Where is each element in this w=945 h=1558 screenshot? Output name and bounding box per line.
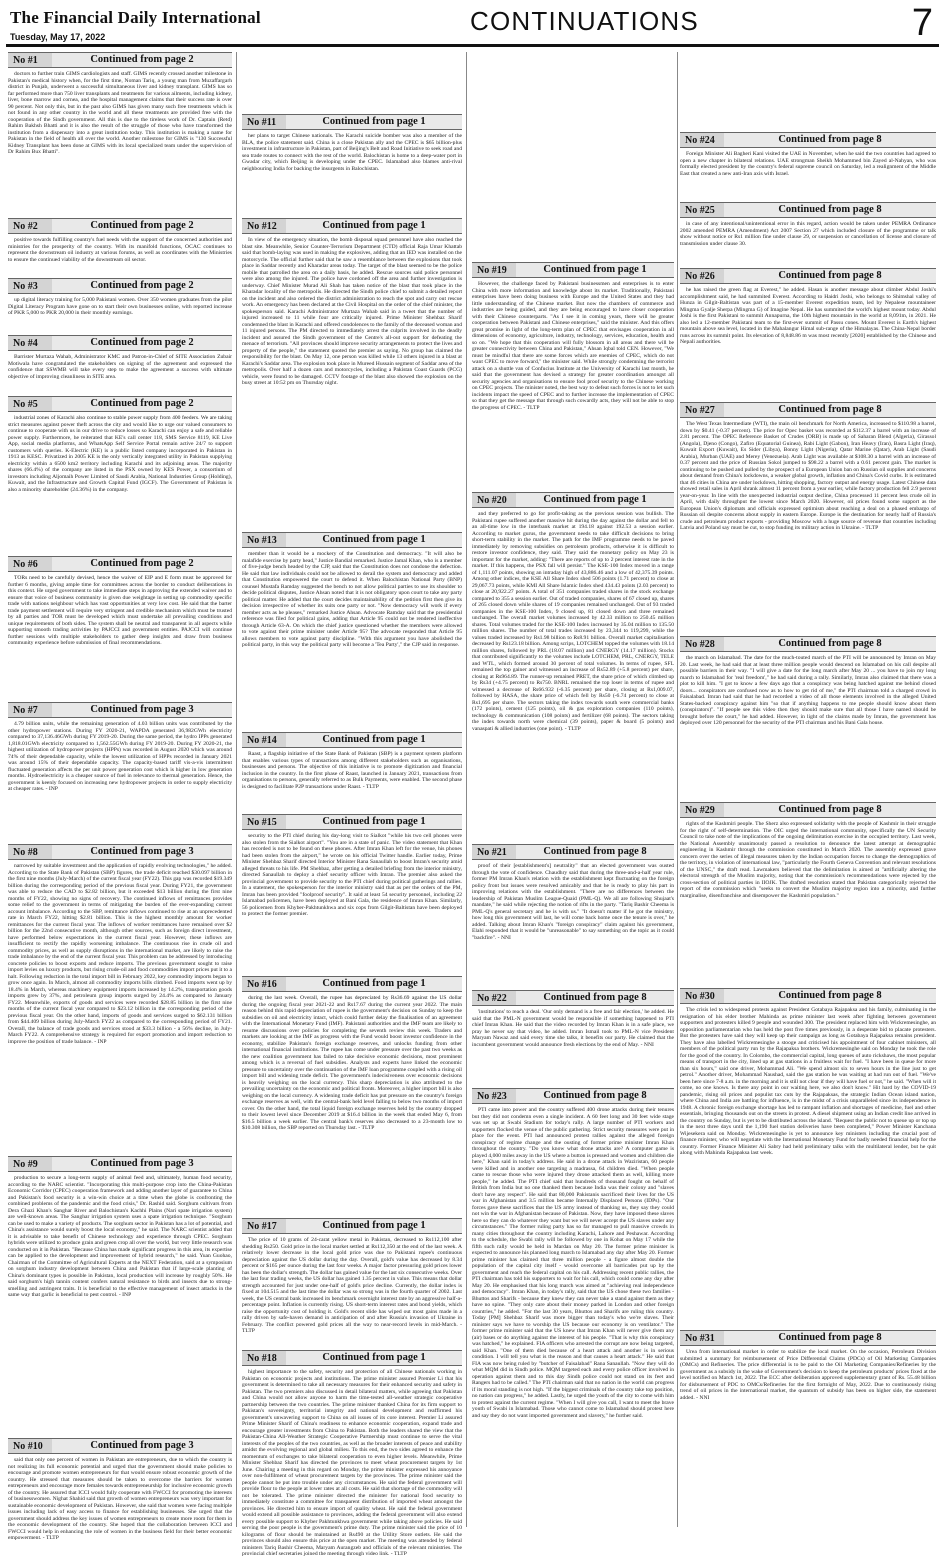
column-1	[8, 52, 233, 1541]
story-number: No #31	[680, 1331, 724, 1345]
story-header	[8, 556, 232, 572]
story-header	[8, 1438, 232, 1454]
story	[8, 396, 232, 553]
story-headline: Continued from page 3	[90, 704, 194, 715]
story-body	[8, 415, 232, 493]
story	[242, 1218, 462, 1346]
story-body	[8, 863, 232, 1045]
story-header	[242, 532, 462, 548]
story-number: No #16	[242, 977, 286, 991]
story-body	[8, 721, 232, 793]
story-headline: Continued from page 2	[90, 398, 194, 409]
story	[680, 402, 936, 634]
story	[242, 976, 462, 1216]
story-headline: Continued from page 3	[90, 846, 194, 857]
story-number: No #2	[8, 219, 52, 233]
story-header	[8, 278, 232, 294]
story-headline: Continued from page 1	[322, 534, 426, 545]
story-body	[8, 71, 232, 156]
story-headline: Continued from page 1	[322, 816, 426, 827]
newspaper-brand: The Financial Daily International	[10, 8, 261, 27]
story-number: No #1	[8, 53, 52, 67]
story-number: No #30	[680, 989, 724, 1003]
story-number: No #23	[472, 1089, 516, 1103]
story	[680, 132, 936, 200]
story-number: No #26	[680, 269, 724, 283]
story-number: No #6	[8, 557, 52, 571]
story-headline: Continued from page 1	[322, 220, 426, 231]
story-body	[472, 1107, 674, 1419]
story-text: TORs need to be carefully devised, hence the waiver of EIP and E form must be approved for further 6 months, giving ample time for committees across the border to conduct deliberations in this context. He urged government to take immediate steps in approving the extended waiver and to ensure that voice of business community is given due weightage in setting up commodity specific trade with nations neighbour which has vast opportunities at very low cost. He said that the barter trade payment settlement will require very stringent and credible mechanism which must be trusted by all parties and TOR must be developed which must undertake all prevailing conditions and unique requirements of both sides. The system shall be neutral and transparent in all aspects while supporting smooth trading activities by PAJCCI and government entities. PAJCCI will continue further sessions with multiple stakeholders to gather deep insights and draw from business community experience before submission of final recommendations.	[8, 575, 232, 646]
story	[680, 636, 936, 800]
story-headline: Continued from page 2	[90, 558, 194, 569]
story-headline: Continued from page 1	[322, 978, 426, 989]
story-headline: Continued from page 8	[778, 134, 882, 145]
story-number: No #17	[242, 1219, 286, 1233]
story	[242, 814, 462, 972]
column-divider	[466, 52, 467, 1527]
story	[8, 278, 232, 332]
story-text: In view of the emergency situation, the bomb disposal squad personnel have also reached the blast site. Meanwhile, Senior Counter-Terrorism Department (CTD) official Raja Umar Khattab said that bomb-laying was used in making the explosives, adding that an IED was installed on the motorcycle. The official further said that he saw a resemblance between the explosions that took place in Saddar recently and Kharadar areas today. The target of the blast seemed to be the police mobile that patrolled the area on a daily basis, he added. Rescue sources said police personnel were also among the injured. The police have cordoned off the area and further investigation is underway. Chief Minister Murad Ali Shah has taken notice of the blast that took place in the Kharadar locality of the metropolis. He directed the Sindh police chief to submit a detailed report on the incident and also ordered the district administration to reach the spot and carry out rescue work. An emergency has been declared at the Civil Hospital on the order of the chief minister, the spokesperson said. Karachi Administrator Murtaza Wahab said in a tweet that the number of injured increased to 11 while four are critically injured. Prime Minister Shehbaz Sharif condemned the blast in Karachi and offered condolences to the family of the deceased woman and 11 injured persons. The PM directed to immediately arrest the culprits involved in the deadly incident and assured the Sindh government of the Centre's all-out support for defeating the menace of terrorism. "All provinces should improve security arrangements to protect the lives and property of the people," the statement quoted the premier as saying. No group has claimed the responsibility for the blast. On May 12, one person was killed while 13 others injured in a blast at Karachi's Saddar area. The explosion took place in Mureed Hussain segment of Saddar area of the metropolis. Over half a dozen cars and motorcycles, including a Pakistan Coast Guards (PCG) vehicle, were found to be damaged. CCTV footage of the blast also showed the explosion on the busy street at 10:52 pm on Thursday night.	[242, 237, 462, 386]
story-number: No #28	[680, 637, 724, 651]
story-header	[472, 990, 674, 1006]
story	[680, 268, 936, 400]
story-text: The price of 10 grams of 24-carat yellow metal in Pakistan, decreased to Rs112,100 after shedding Rs250. Gold price in the local market settled at Rs112,350 at the end of the last week. A relatively lower decrease in the local gold price was due to Pakistani rupee's continuous depreciation against the US dollar during the day. Overall, gold's value has decreased by 8.34 percent or $165 per ounce during the last four weeks. A major factor pressuring gold prices lower has been the dollar's strength. The dollar has gained value for the last six consecutive weeks. Over the last four trading weeks, the US dollar has gained 1.35 percent in value. This means that dollar strength accounted for just under one-half of gold's price decline. Currently, the dollar index is fixed at 104.515 and the last time the dollar was so strong was in the fourth quarter of 2002. Last week, the US central bank increased its benchmark overnight interest rate by an aggressive half-a-percentage point. Inflation is currently rising. US short-term interest rates and bond yields, which raise the opportunity cost of holding it. Gold's recent slide has wiped out most gains made in a rally driven by safe-haven demand in anticipation of and after Russia's invasion of Ukraine in February. The conflict powered gold prices all the way to near-record levels in mid-March. - TLTP	[242, 1237, 462, 1334]
story-text: rights of the Kashmiri people. The Sherz also expressed solidarity with the people of Kashmir in their struggle for the right of self-determination. The OIC urged the international community, specifically the UN Security Council to take note of the implications of the ongoing delimitation exercise in the occupied territory. Last week, the National Assembly unanimously passed a resolution to denounce the latest attempt at demographic engineering in Kashmir through the commission constituted in March 2020. The assembly expressed grave concern over the series of illegal measures taken by the Indian occupation forces to change the demographics of the territory, in violation of international law, "particularly the Fourth Geneva Convention and relevant resolutions of the UNSC," the draft read. Lawmakers believed that the delimitation is aimed at "artificially altering the electoral strength of the Muslim majority, noting that the commission's recommendations were rejected by the cross-section of political parties in IIOJK. The drafted resolution stated that Pakistan categorically rejected the report of the commission which "seeks to convert the Muslim majority region into a minority, and further marginalise, disenfranchise and disempower the Kashmiri population."	[680, 821, 936, 899]
story-headline: Continued from page 2	[90, 220, 194, 231]
story-text: narrowed by suitable investment and the application of rapidly evolving technologies," he added. According to the State Bank of Pakistan (SBP) figures, the trade deficit reached $30.097 billion in the first nine months (July-March) of the current fiscal year (FY22). This gap was recorded $19.349 billion during the corresponding period of the previous fiscal year. During FY21, the government was able to reduce the CAD to $2.82 billion, but it exceeded $13 billion during the first nine months of FY22, showing no signs of recovery. The continued inflows of remittances provides some relief to the government in terms of mitigating the burden of the ever-expanding current account imbalance. According to the SBP, remittance inflows continued to rise at an unprecedented rate in March FY22, hitting $2.81 billion. This is the highest monthly amount for worker remittances for the current fiscal year. The inflows of worker remittances have remained over $2 billion for the 22nd consecutive month, although other sources, such as foreign direct investment, have performed below expectations in the current fiscal year. However, these inflows are insufficient to rectify the rapidly worsening imbalance. The continuous rise in crude oil and commodity prices, as well as supply disruptions in the international market, are likely to raise the trade imbalance by the end of the current fiscal year. This problem can be addressed by introducing concrete policies to boost exports and reduce imports. The previous government sought to raise import levies on luxury products, but rising crude-oil and food commodities import prices put it to a halt. Following reduction in the total import bill in February 2022, key commodity imports began to grow once again. In March, almost all commodity imports bills climbed. Food imports went up by 18.4% in March, whereas machinery equipment imports increased by 14.2%, transportation goods imports grew by 37%, and petroleum group imports surged by 24.4% as compared to January FY22. Meanwhile, exports of goods and services were recorded $28.85 billion in the first nine months of the current fiscal year compared to $23.12 billion in the corresponding period of the previous fiscal year. On the other hand, imports of goods and services surged to $62.131 billion from $44.409 billion during July-March FY22 as compared to the corresponding period of FY21. Overall, the balance of trade goods and services stood at $33.3 billion - a 56% decline, in July-March FY22. A comprehensive strategy is required for export promotion and import reduction to improve the position of trade balance. - INP	[8, 863, 232, 1045]
story-headline: Continued from page 3	[90, 1158, 194, 1169]
story-number: No #15	[242, 815, 286, 829]
story-text: he has raised the green flag at Everest," he added. Hasan is another message about climber Abdul Joshi's accomplishment said, he had summited Everest. According to Haidri Joshi, who belongs to Shimshal valley of Hunza in Gilgit-Baltistan was part of a 15-member Everest expedition team, led by Nepalese mountaineer Mingma Gyalje Sherpa (Mingma G) of Imagine Nepal. He has summited the world's highest mount today. Abdul Joshi is the first Pakistani to summit Annapurna, the 10th highest mountain in the world at 8,091m, in 2021. He also led a 12-member Pakistani team to the first-ever summit of Passu cones. Mount Everest is Earth's highest mountain above sea level, located in the Mahalangur Himal sub-range of the Himalayas. The China-Nepal border runs across its summit point. Its elevation of 8,848.86 m was most recently [2020] established by the Chinese and Nepali authorities.	[680, 287, 936, 345]
story-headline: Continued from page 8	[778, 804, 882, 815]
column-2	[242, 52, 462, 1557]
story-text: The West Texas Intermediate (WTI), the main oil benchmark for North America, increased to $110.98 a barrel, down by $0.41 (-0.37 percent). The price for Opec basket was recorded at $112.37 a barrel with an increase of 2.81 percent. The OPEC Reference Basket of Crudes (ORB) is made up of Saharan Blend (Algeria), Girassol (Angola), Djeno (Congo), Zafiro (Equatorial Guinea), Rabi Light (Gabon), Iran Heavy (Iran), Basra Light (Iraq), Kuwait Export (Kuwait), Es Sider (Libya), Bonny Light (Nigeria), Qatar Marine (Qatar), Arab Light (Saudi Arabia), Murban (UAE) and Merey (Venezuela). Arab Light was available at $108.30 a barrel with an increase of 0.37 percent and the price of Russian Sokol jumped to $98.22 a barrel with a 0.61 percent gain. The market is continuing to be pushed and pulled by the prospect of a European Union ban on Russian oil supplies and concerns about demand from China's lockdowns, a weaker global growth, inflation and China's Covid curbs. It is estimated that 46 cities in China are under lockdown, hitting shopping, factory output and energy usage. Latest Chinese data showed retail sales in April shrank almost 11 percent from a year earlier, while factory production fell 2.9 percent year-on-year. In line with the unexpected industrial output decline, China processed 11 percent less crude oil in April, with daily throughput the lowest since March 2020. However, oil prices found some support as the European Union's diplomats and officials expressed optimism about reaching a deal on a phased embargo of Russian oil despite concerns about supply in eastern Europe. Europe is the destination for nearly half of Russia's crude and petroleum product exports - providing Moscow with a huge source of revenue that countries including Latvia and Poland say must be cut, to stop funding its military action in Ukraine. - TLTP	[680, 421, 936, 531]
story-header	[242, 114, 462, 130]
story-number: No #14	[242, 733, 286, 747]
story-header	[472, 492, 674, 508]
story-headline: Continued from page 8	[543, 846, 647, 857]
story-headline: Continued from page 1	[322, 734, 426, 745]
story	[472, 262, 674, 490]
story-text: up digital literacy training for 5,000 Pakistani women. Over 350 women graduates from the pilot Digital Literacy Program have gone on to start their own businesses online, with reported increase of PKR 5,000 to PKR 20,000 in their monthly earnings.	[8, 297, 232, 316]
story	[8, 218, 232, 275]
story-headline: Continued from page 8	[778, 1332, 882, 1343]
story-number: No #12	[242, 219, 286, 233]
story	[8, 844, 232, 1152]
story-header	[680, 1330, 936, 1346]
story-headline: Continued from page 8	[543, 992, 647, 1003]
story-text: The crisis led to widespread protests against President Gotabaya Rajapaksa and his family, culminating in the resignation of his elder brother Mahinda as prime minister last week after fighting between government supporters and protesters killed 9 people and wounded 300. The president replaced him with Wickremesinghe, an opposition parliamentarian who has held the post five times previously, in a desperate bid to placate protesters. But the protesters have said they will keep up their campaign as long as Gotabaya Rajapaksa remains president. They have also labelled Wickremesinghe a stooge and criticised his appointment of four cabinet ministers, all members of the political party run by the Rajapaksa brothers. Wickremesinghe said on Monday he took the role for the good of the country. In Colombo, the commercial capital, long queues of auto rickshaws, the most popular means of transport in the city, lined up at gas stations in a fruitless wait for fuel. "I have been in queue for more than six hours," said one driver, Mohammad Ali. "We spend almost six to seven hours in the line just to get petrol." Another driver, Mohammad Naushad, said the gas station he was waiting at had run out of fuel. "We've been here since 7-8 a.m. in the morning and it is still not clear if they will have fuel or not," he said. "When will it come, no one knows. Is there any point in our waiting here, we also don't know." Hit hard by the COVID-19 pandemic, rising oil prices and populist tax cuts by the Rajapaksas, the strategic Indian Ocean island nation, where China and India are battling for influence, is in the midst of a crisis unparalleled since its independence in 1948. A chronic foreign exchange shortage has led to rampant inflation and shortages of medicine, fuel and other essentials, bringing thousands out on the streets in protest. A diesel shipment using an Indian credit line arrived in the country on Sunday, but is yet to be distributed across the island. "Request the public not to queue up or top up in the next three days until the 1,190 fuel station deliveries have been completed," Power Minister Kanchana Wijesekera said on Monday. Wickremesinghe is yet to announce key ministers including the crucial post of finance minister, who will negotiate with the International Monetary Fund for badly needed financial help for the country. Former Finance Minister Ali Sabry had held preliminary talks with the multilateral lender, but he quit along with Mahinda Rajapaksa last week.	[680, 1007, 936, 1156]
story	[242, 1350, 462, 1557]
story-text: Urea from international market in order to stabilize the local market. On the occasion, Petroleum Division submitted a summary for reimbursement of Price Differential Claims (PDCs) of Oil Marketing Companies (OMCs) and Refineries. The price differential is to be paid to the Oil Marketing Companies/Refineries by the government as a subsidy in the wake of Government's decision to keep the petroleum products' prices fixed at the level notified on March 1st, 2022. The ECC after deliberation approved supplementary grant of Rs. 55.48 billion for disbursement of PDC to OMCs/Refineries for the first fortnight of May, 2022. Due to continuously rising trend of oil prices in the international market, the quantum of subsidy has been on higher side, the statement added. - NNI	[680, 1349, 936, 1401]
story-header	[242, 814, 462, 830]
story-text: in case of any intentional/unintentional error in this regard, action would be taken under PEMRA Ordinance 2002 amended PEMRA (Amendment) Act 2007 Section 27 which included closure of the programme or talk show without notice or Rs1 million fine under clause 29, or suspension or cancellation of license and closure of transmission under clause 30.	[680, 221, 936, 247]
story-headline: Continued from page 3	[90, 1440, 194, 1451]
story-header	[472, 1088, 674, 1104]
story-text: security to the PTI chief during his day-long visit to Sialkot "while his two cell phones were also stolen from the Sialkot airport". "You are in a state of panic. The video statement that Khan has recorded is not to be found on these phones. After Imran Khan left for the venue, his phones had been stolen from the airport," he wrote on his official Twitter handle. Earlier today, Prime Minister Shehbaz Sharif directed Interior Minister Rana Sanaullah to boost Imran's security amid alleged threats to his life. PM Shehbaz, after getting a detailed briefing from the interior ministry, directed Sanaullah to deploy a chief security officer with Imran. The premier also asked the provincial government to provide security to the PTI chief during political gatherings and rallies. In a statement, the spokesperson for the interior ministry said that as per the orders of the PM, Imran has been provided "foolproof security". It said at least 54 security personnel, including 22 Islamabad policemen, have been deployed at Bani Gala, the residence of Imran Khan. Similarly, 56 policemen from Khyber-Pakhtunkhwa and six cops from Gilgit-Baltistan have been deployed to protect the former premier.	[242, 833, 462, 917]
story-body	[242, 833, 462, 918]
story-header	[242, 1218, 462, 1234]
story	[472, 492, 674, 840]
story-headline: Continued from page 8	[778, 638, 882, 649]
story-number: No #19	[472, 263, 516, 277]
publication-date: Tuesday, May 17, 2022	[10, 32, 106, 42]
story-header	[680, 202, 936, 218]
story-text: proof of their [establishment's] neutrality" that an elected government was ousted through the vote of confidence. Chaudhry said that during the three-and-a-half year rule, former PM Imran Khan's relation with the establishment kept fluctuating on the foreign policy front but issues were resolved amicably and that he is ready to play his part in improving relations with the establishment. "There are no differences between the leadership of Pakistan Muslim League-Quaid (PML-Q). We all are following Shujaat's mandate," he said while rejecting the notion of rifts in the party. "Tariq Bashir Cheema is PML-Q's general secretary and he is with us." "It doesn't matter if he got the ministry, how long this government will last, he will come back home once the tenure is over," he added. Talking about Imran Khan's "foreign conspiracy" claim against his government, Elahi responded that it would be "unreasonable" to say something on the topic as it could "backfire". - NNI	[472, 863, 674, 941]
story-text: production to secure a long-term supply of animal feed and, ultimately, human food security, according to the NARC scientist. "Incorporating this multi-purpose crop into the China-Pakistan Economic Corridor (CPEC) cooperation framework and adding another layer of guarantee to China and Pakistan's food security is a win-win choice at a time when the globe is confronting the combined problems of the pandemic and the food crisis," Dr. Rashid said. Sorghum cultivars from Dera Ghazi Khan's Sanghar River and Balochistan's Kachhi Plains (Nari spate irrigation system) are well-known areas. The Sanghar irrigation system uses a spate irrigation technique. "Sorghum can be used to make a variety of products. The sorghum sector in Pakistan has a lot of potential, and China's assistance would surely boost the local economy," he said. The NARC scientist added that it is advisable to take benefit of Chinese technology and experience through CPEC. Sorghum hybrids were utilized to produce grain and green crop all over the world, but very little research was conducted on it in Pakistan. "Because China has made significant progress in this area, its expertise can be applied to the development and improvement of hybrid research," he said. Yuan Guohao, Chairman of the Committee of Agricultural Experts at the NEXT Federation, said at a symposium on sorghum industry development between China and Pakistan that if large-scale planting of China's dominant types is possible in Pakistan, local production will increase by roughly 50%. He said sorghum's high tannin content confers natural resistance to birds and insects due to strong-smelling and astringent traits. It is beneficial to the effective management of insect attacks in the same way that garlic is beneficial to pest control. - INP	[8, 1175, 232, 1298]
story-headline: Continued from page 2	[90, 337, 194, 348]
story-headline: Continued from page 2	[90, 280, 194, 291]
story	[8, 52, 232, 214]
story-header	[242, 1350, 462, 1366]
story-number: No #4	[8, 336, 52, 350]
story-header	[8, 1156, 232, 1172]
story-number: No #10	[8, 1439, 52, 1453]
story-number: No #24	[680, 133, 724, 147]
story-body	[8, 237, 232, 263]
story-header	[472, 262, 674, 278]
story-header	[242, 732, 462, 748]
story-body	[680, 287, 936, 346]
masthead	[0, 0, 945, 50]
story-text: PTI came into power and the country suffered 400 drone attacks during their tenures but they did not condemn even a single incident. A 60 feet long and 30 feet wide stage was set up at Swabi Stadium for today's rally. A large number of PTI workers and supporters flocked the venue of the public gathering. Strict security measures were put in place for the event. PTI had announced protest rallies against the alleged foreign conspiracy of regime change and the ousting of former prime minister Imran Khan throughout the country. "Do you know what drone attacks are? A computer game is played 4,000 miles away in the US where a button is pressed and women and children die here," Khan said in today's address. He said in a drone attack in Waziristan, 60 people were killed and in another one targeting a madrassa, 64 children died. "When people came to rescue those who were injured they drone attacked them as well, killing more people," he added. The PTI chief said that hundreds of thousand fought on behalf of British from India but no one thanked them because India was their colony and "slaves don't have any respect". He said that 80,000 Pakistanis sacrificed their lives for the US war in Afghanistan and 3.5 million became Internally Displaced Persons (IDPs). "Our forces gave these sacrifices that the US army instead of thanking us, they say they could not win the war in Afghanistan because of Pakistan. Now, they have imposed these slaves here so they can do whatever they want but we will never accept the US slaves under any circumstances." The former ruling party has so far managed to pull massive crowds in many cities throughout the country including Karachi, Lahore and Peshawar. According to the schedule, the Swabi rally will be followed by one in Kohat on May 17 while the fifth such rally would be held in Mardan on May 20. The former prime minister is expected to announce his planned long march to Islamabad any day after May 20. Former prime minister has claimed that three million people - a figure almost double the population of the capital city itself - would overcome all barricades put up by the government and reach the federal capital on his call. Addressing recent public rallies, the PTI chairman has told his supporters to wait for his call, which could come any day after May 20. He emphasised that his long march was aimed at "achieving real independence and democracy". Imran Khan, in today's rally, said that the US chose these two families - Bhuttos and Sharifs - because they knew they can never take a stand against them as they have no spine. "They only care about their money parked in London and other foreign countries," he added. "For the last 30 years, Bhuttos and Sharifs are ruling this country. Today [PM] Shehbaz Sharif was more bigger than today's who we're slaves. Their minister says we have to worship the US because our economy is on ventilator." The former prime minister said that the US knew that Imran Khan will never give them any (air) bases or do anything against the interest of his people. "That is why this conspiracy was hatched," he explained. FIA officers who arrested the corrupt are now being targeted, said Khan. "One of them died because of a heart attack and another is in serious condition. I will tell you what is the reason and that causes a heart attack." He said that FIA was now being ruled by "butcher of Faisalabad" Rana Sanaullah. "Now they will do what MQM did in Sindh police. MQM targeted each and every police officer involved in operation against them and to this day Sindh police could not stand on its feet and Rangers had to be called." The PTI chairman said that no nation in the world can progress if its moral standing is not high. "If the biggest criminals of the country take top position, no nation can progress," he added. Lastly, he urged the youth of the city to come with him to protest against the current regime. "When I will give you call, I want to meet the brave youth of Swabi in Islamabad. Those who cannot come to Islamabad should protest here and say they do not want imported government and slavery," he further said.	[472, 1107, 674, 1419]
story-headline: Continued from page 1	[543, 264, 647, 275]
story-header	[8, 52, 232, 68]
column-divider	[677, 52, 678, 1527]
story-body	[680, 1007, 936, 1157]
story-headline: Continued from page 8	[778, 270, 882, 281]
masthead-rule	[6, 44, 939, 47]
story-number: No #3	[8, 279, 52, 293]
story	[242, 218, 462, 578]
story-text: 4.79 billion units, while the remaining generation of 4.03 billion units was contributed by the other hydropower stations. During FY 2020-21, WAPDA generated 36,982GWh electricity compared to 37,136.46GWh during FY 2019-20. During the same period, the hydro IPPs generated 1,818.01GWh electricity compared to 1,562.55GWh during FY 2019-20. During FY 2020-21, the highest utilization of hydropower projects (HPPs) was recorded in August 2020 which was around 74% of their dependable capacity, while the lowest utilization of HPPs recorded in January 2021 was around 15% of their dependable capacity. The capacity-based tariff vis-a-vis intermittent fluctuated generation affects the per unit power generation cost which is higher in low generation months. Hydroelectricity is a cheaper source of fuel in relevance to thermal generation. Hence, the government is keenly focused on increasing new hydropower projects in order to supply electricity at cheaper rates. - INP	[8, 721, 232, 792]
story-body	[242, 1369, 462, 1558]
story-number: No #25	[680, 203, 724, 217]
story-body	[472, 281, 674, 411]
story-text: industrial zones of Karachi also continue to stable power supply from 400 feeders. We are taking strict measures against power theft across the city and would like to urge our valued consumers to continue to cooperate with us in our drive to reduce losses so Karachi can enjoy a safe and reliable power supply. Furthermore, he reiterated that KE's call center 118, SMS Service 8119, KE Live App, social media platforms, and WhatsApp Self Service Portal remain active 24/7 to support customers with queries. K-Electric (KE) is a public listed company incorporated in Pakistan in 1913 as KESC. Privatized in 2005 KE is the only vertically integrated utility in Pakistan supplying electricity within a 6500 km2 territory including Karachi and its adjoining areas. The majority shares (66.4%) of the company are listed in the PSX owned by KES Power, a consortium of investors including Aljomaih Power Limited of Saudi Arabia, National Industries Group (Holding), Kuwait, and the Infrastructure and Growth Capital Fund (IGCF). The Government of Pakistan is also a minority shareholder (24.36%) in the company.	[8, 415, 232, 493]
story-text: Raast, a flagship initiative of the State Bank of Pakistan (SBP) is a payment system platform that enables various types of transactions among different stakeholders such as organisations, businesses and persons. The objective of this initiative is to promote digitization and financial inclusion in the country. In the first phase of Raast, launched in January 2021, transactions from organisations to persons, generally referred to as Bulk Payments, were enabled. The second phase is designed to facilitate P2P transactions under Raast. - TLTP	[242, 751, 462, 790]
story-text: Barrister Murtaza Wahab, Administrator KMC and Patron-in-Chief of SITE Association Zubair Motiwala have congratulated the stakeholders on signing of the agreement and expressed the confidence that SSWMB will take every step to make the agreement a success with ultimate objective of improving cleanliness in SITE area.	[8, 354, 232, 380]
story-text: However, the challenge faced by Pakistani businessmen and enterprises is to enter China with more information and knowledge about its market. Traditionally, Pakistani enterprises have been doing business with Europe and the United States and they had little understanding of the Chinese market. But now the chambers of commerce and industries are being guided, and they are being encouraged to have closer cooperation with their Chinese counterparts. "As I see it in coming years, there will be greater cooperation between Pakistani and Chinese enterprises," said the minister. And this offers great promise in light of the long-term plan of CPEC that envisages cooperation in all dimensions of economy, agriculture, industry, technology, services, education, health and so on. "We hope that this cooperation will fully blossom in all areas and there will be greater connectivity between China and Pakistan," Ahsan Iqbal told CEN. However, "We must be mindful that there are some forces which are enemies of CPEC, which do not want CPEC to move forward," the minister said. While strongly condemning the terrorist attack on a shuttle van of Confucius Institute at the University of Karachi last month, he said that the government has devised a strategy for greater coordination amongst all security agencies and organisations to ensure fool proof security to the Chinese working on CPEC projects. The minister noted, the best way to defeat such forces is not to let such incidents impact the speed of CPEC and to further increase the implementation of CPEC so that they get the message that through such cowardly acts, they will not be able to stop the progress of CPEC. - TLTP	[472, 281, 674, 411]
story	[8, 1438, 232, 1541]
page-number: 7	[911, 2, 933, 44]
story-body	[242, 551, 462, 649]
story-header	[680, 636, 936, 652]
column-3	[472, 52, 674, 1527]
story-number: No #18	[242, 1351, 286, 1365]
story	[8, 1156, 232, 1434]
story-text: member than it would be a mockery of the Constitution and democracy. "It will also be malafide exercise by party head," Justice Bandial remarked. Justice Jamal Khan, who is a member of five-judge bench headed by the CJP, said that the Constitution does not condone the defection. He said that law individuals could not be allowed to derail the system and democracy and added that Constitution empowered the court to defend it. When Balochistan National Party (BNP) counsel Mustafa Ramday suggested the bench to not allow political parties to use its shoulder to decide political disputes, Justice Ahsan noted that it is not obligatory upon court to take any party political matter. He added that the court decides maintainability of the petition first then give its decision irrespective of whether its suits one party or not. "Now democracy will work if every member acts as he pleases," remarked Justice Ahsan. Advocate Ramday said that the presidential reference was filed for political gains, adding that Article 95 could not be rendered ineffective through Article 63-A. On which the chief justice questioned whether the members were allowed to vote against their prime minister under Article 95? The advocate responded that Article 95 allows members to vote against party discipline. "With this argument you have abolished the political party, in this way the political party will become a 'Tea Party'," the CJP said in response.	[242, 551, 462, 648]
story-number: No #20	[472, 493, 516, 507]
column-4	[680, 52, 936, 1527]
story-text: doctors to further train GIMS cardiologists and staff. GIMS recently crossed another milestone in Pakistan's medical history when, for the first time, Noman Tariq, a young man from Muzaffargarh district in Punjab, underwent a successful simultaneous liver and kidney transplant. GIMS has so far performed more than 750 liver transplants and treatments for various ailments, including kidney, liver, bone marrow and cornea, and the hospital management claims that their success rate is over 90 percent. Not only this, but in the past also GIMS has given many such free treatments which is not found in any other country in the world and all these treatments are provided free with the cooperation of the Sindh government. All this is due to the tireless work of Dr. Captain (Retd) Rahim Bakhsh Bhatti and it is also the result of the struggle of those who have transformed the institution from a dispensary into a great institution today. This institution is making a name for Pakistan in the field of health all over the world. Another milestone for GIMS is "130 Successful Kidney Transplant has been done at GIMS with its local specialized team under the supervision of Dr Rahim Bux Bhatti".	[8, 71, 233, 155]
story-body	[8, 1457, 232, 1542]
story-text: during the last week. Overall, the rupee has depreciated by Rs36.69 against the US dollar during the ongoing fiscal year 2021-22 and Rs17.67 during the current year 2022. The main reason behind this rapid depreciation of rupee is the government's decision on Sunday to keep the subsidies on oil and electricity intact, which could further delay the finalisation of an agreement with the International Monetary Fund (IMF). Pakistani authorities and the IMF team are likely to resume discussions over policies for completing the seventh review this week. Traders and markets are looking at the IMF as progress with the Fund would boost investor confidence in the economy, stabilize Pakistan's foreign exchange reserves, and unlocks funding from other international financial institutions. The rupee has come under pressure over the past two weeks as the new coalition government has failed to take decisive economic decisions, most prominent among which is a reversal of fuel subsidies. Analysts and experts have linked the economic pressure to uncertainty over the continuation of the IMF loan programme coupled with a rising oil import bill and widening trade deficit. The government's indecisiveness over economic decisions is heavily weighing on the local currency. This sharp depreciation is also attributed to the prevailing uncertainty on the economic and political fronts. Moreover, a higher import bill is also weighing on the local currency. A widening trade deficit has put pressure on the country's foreign exchange reserves as well, with the central-bank held level falling to below two months of import cover. On the other hand, the total liquid foreign exchange reserves held by the country dropped to their lowest level since December 2019 at $16.4 billion in the week that ended May 6, from $16.5 billion a week earlier. The central bank's reserves also decreased to a 23-month low to $10.308 billion, the SBP reported on Thursday last. - TLTP	[242, 995, 462, 1131]
story-header	[680, 802, 936, 818]
story	[242, 732, 462, 812]
story-number: No #9	[8, 1157, 52, 1171]
story	[8, 556, 232, 698]
story-body	[680, 221, 936, 247]
story	[680, 1330, 936, 1527]
story-body	[242, 237, 462, 387]
story	[680, 802, 936, 986]
story-header	[680, 132, 936, 148]
story-headline: Continued from page 8	[778, 990, 882, 1001]
story-text: said that only one percent of women in Pakistan are entrepreneurs, due to which the country is not realizing its full economic potential and urged that the government should make policies to encourage and promote women entrepreneurs for that would ensure robust economic growth of the country. He stressed that measures should be taken to overcome the barriers for women entrepreneurs and encourage more females towards entrepreneurship for inclusive economic growth of the country. He assured that ICCI would fully cooperate with FWCCI for promoting the interests of businesswomen. Nighat Shahid said that growth of women entrepreneurs was very important for sustainable economic development of Pakistan. However, she said that women were facing multiple issues including lack of easy access to finance for establishing businesses. She urged that the government should address the key issues of women entrepreneurs to create more room for them in the economic development of the country. She hoped that the collaboration between ICCI and FWCCI would help in enhancing the role of women in the business field for their better economic empowerment. - TLTP	[8, 1457, 232, 1541]
story-header	[680, 402, 936, 418]
story-headline: Continued from page 1	[322, 116, 426, 127]
story-number: No #21	[472, 845, 516, 859]
story-headline: Continued from page 8	[778, 404, 882, 415]
story-headline: Continued from page 1	[322, 1220, 426, 1231]
story	[472, 844, 674, 988]
story-body	[242, 995, 462, 1132]
story-header	[8, 335, 232, 351]
story-body	[242, 133, 462, 172]
story-header	[680, 268, 936, 284]
story-text: 'institutions' to reach a deal. 'Our only demand is a free and fair election,' he added. He said that the PML-N government would be responsible if something happened to PTI chief Imran Khan. He said that the video recorded by Imran Khan is in a safe place, we pray he never say that video, he added. Imran Ismail took to PML-N vice President Maryam Nawaz and said every time she talks, it benefits our party. He claimed that the incumbent government would announce fresh elections by the end of May. - NNI	[472, 1009, 674, 1048]
story-text: Foreign Minister Ali Bagheri Kani visited the UAE in November, when he said the two countries had agreed to open a new chapter in bilateral relations. UAE strongman Sheikh Mohammed bin Zayed al-Nahyan, who was formally elected president by the country's federal supreme council on Saturday, led a realignment of the Middle East that created a new anti-Iran axis with Israel.	[680, 151, 936, 177]
story-header	[680, 988, 936, 1004]
story	[680, 988, 936, 1328]
section-title: CONTINUATIONS	[470, 6, 699, 36]
story-body	[680, 1349, 936, 1401]
story-text: highest importance to the safety, security and protection of all Chinese nationals working in Pakistan on economic projects and institutions. The prime minister assured Premier Li that his government is determined to take all necessary measures for their enhanced security and safety in Pakistan. The two premiers also discussed in detail bilateral matters, while agreeing that Pakistan and China would not allow anyone to harm the time-tested all-weather strategic cooperative partnership between the two countries. The prime minister thanked China for its firm support to Pakistan's sovereignty, territorial integrity and national development and reaffirmed his government's unwavering support to China on all issues of its core interest. Premier Li assured Prime Minister Sharif of China's readiness to enhance economic cooperation, expand trade and encourage greater investments from China to Pakistan. Both the leaders shared the view that the Pakistan-China All-Weather Strategic Cooperative Partnership must continue to serve the vital interests of the peoples of the two countries, as well as the broader interests of peace and stability amidst the evolving regional and global milieu. To this end, the two sides agreed to enhance the momentum of exchanges to take bilateral cooperation to even higher levels. Meanwhile, Prime Minister Shehbaz Sharif has directed the provinces to meet wheat procurement targets by 1st June. Chairing a meeting in this regard on Monday, the prime minister expressed his annoyance over non-fulfilment of wheat procurement targets by the provinces. The prime minister said the people cannot be put into trouble under any circumstances. He said the federal government will provide flour to the people at lower rates at all costs. He said that shortage of the commodity will not be tolerated. The prime minister directed the minister for national food security to immediately constitute a committee for transparent distribution of imported wheat amongst the provinces. He directed him to ensure import of quality wheat. He said the federal government would extend all possible assistance to provinces, adding the federal government will also extend every possible support to Khyber Pakhtunkhwa government while taking above policies. He said serving the poor people is the government's prime duty. The prime minister said the price of 10 kilograms of flour should be maintained at Rs490 at the Utility Store outlets. He said the provinces should also ensure this price at the open market. The meeting was attended by federal ministers Tariq Bashir Cheema, Maryam Aurangzeb and officials of the relevant ministries. The provincial chief secretaries joined the meeting through video link. - TLTP	[242, 1369, 462, 1557]
story-text: and they preferred to go for profit-taking as the previous session was bullish. The Pakistani rupee suffered another massive hit during the day against the dollar and fell to an all-time low in the interbank market at 194.18 against 192.53 a session earlier. According to market gurus, the government needs to take difficult decisions to bring short-term stability in the market. The path for the IMF programme needs to be paved immediately by removing subsidies on petroleum products, otherwise it is difficult to restore investor confidence, they said. They said the monetary policy on May 23 is important for the market, adding: "There are reports of up to 2 percent interest rate in the market. If this happens, the PSX fall will persist." The KSE-100 Index moved in a range of 1,111.07 points, showing an intraday high of 43,886.46 and a low of 42,375.39 points. Among other indices, the KSE All Share Index shed 506 points (1.71 percent) to close at 29,067.73 points, while KMI All Share Islamic Index shed 434.43 points (2.03 percent) to close at 20,922.27 points. A total of 351 companies traded shares in the stock exchange compared to 355 a session earlier. Out of traded companies, shares of 67 closed up, shares of 265 closed down while shares of 19 companies remained unchanged. Out of 93 traded companies in the KSE-100 Index, 9 closed up, 81 closed down and three remained unchanged. The overall market volumes increased by 42.33 million to 250.45 million shares. Total volumes traded for the KSE-100 Index increased by 35.04 million to 135.50 million shares. The number of total trades increased by 23,344 to 119,299, while the values traded increased by Rs1.98 billion to Rs8.91 billion. Overall market capitalisation decreased by Rs123.18 billion. Among scrips, LOTCHEM topped the volumes with 18.14 million shares, followed by PRL (18.07 million) and CNERGY (14.17 million). Stocks that contributed significantly to the volumes include LOTCHEM, PRL, CNERGY, TELE and WTL, which formed around 30 percent of total volumes. In terms of rupee, SFL remained the top gainer and witnessed an increase of Rs52.89 (+5.8 percent) per share, closing at Rs964.89. The runner-up remained PRET, the share price of which climbed up by Rs34 (+4.75 percent) to Rs750. BNRL remained the top loser in terms of rupee and witnessed a decrease of Rs66.932 (-6.35 percent) per share, closing at Rs1,009.07, followed by HASA, the share price of which fell by Rs50 (-6.74 percent) to close at Rs1,695 per share. The sectors taking the index towards south were commercial banks (172 points), cement (125 points), oil & gas exploration companies (110 points), technology & communication (108 points) and fertilizer (68 points). The sectors taking the index towards north were chemical (39 points), paper & board (5 points) and vanaspati & allied industries (one point). - TLTP	[472, 511, 674, 732]
story-header	[472, 844, 674, 860]
story-number: No #29	[680, 803, 724, 817]
story-headline: Continued from page 2	[90, 54, 194, 65]
story-body	[242, 1237, 462, 1335]
story	[242, 532, 462, 732]
story-body	[680, 821, 936, 899]
story-header	[242, 218, 462, 234]
story-body	[242, 751, 462, 790]
story-body	[8, 575, 232, 647]
story	[472, 1088, 674, 1527]
story-header	[8, 844, 232, 860]
story-body	[680, 655, 936, 727]
story	[8, 335, 232, 393]
story-body	[8, 1175, 232, 1299]
story-number: No #13	[242, 533, 286, 547]
story-number: No #5	[8, 397, 52, 411]
story-text: her plans to target Chinese nationals. The Karachi suicide bomber was also a member of the BLA, the police statement said. China is a close Pakistan ally and the CPEC is $65 billion-plus investment in infrastructure in Pakistan, part of Beijing's Belt and Road Initiative to seek road and sea trade routes to connect with the rest of the world. Balochistan is home to a deep-water port in Gwadar city, which Beijing is developing under the CPEC. Islamabad also blames anti-rival neighbouring India for backing the insurgents in Balochistan.	[242, 133, 462, 172]
column-divider	[236, 52, 237, 1527]
story	[680, 202, 936, 266]
story-header	[8, 702, 232, 718]
story-text: positive towards fulfilling country's fuel needs with the support of the concerned authorities and ministries for the prosperity of the country. With its manifold functions, OCAC continues to represent the downstream oil industry at various forums, as well as coordinates with the Ministries to ensure the continued viability of the downstream oil sector.	[8, 237, 232, 263]
story-body	[8, 354, 232, 380]
story-header	[8, 218, 232, 234]
story-number: No #22	[472, 991, 516, 1005]
story-text: the march on Islamabad. The date for the much-touted march of the PTI will be announced by Imran on May 20. Last week, he had said that at least three million people would descend on Islamabad on his call despite all possible barriers in their way. "I will give a date for the long march after May 20 ... you have to join my long march to Islamabad for 'real freedom'," he had said during a rally. Similarly, Imran also claimed that there was a plot to kill him. "I got to know a few days ago that a conspiracy was being hatched against me behind closed doors... conspirators are confused now as to how to get rid of me," the PTI chairman told a charged crowd in Faisalabad. Imran had said that he had recorded a video of all those elements involved in the alleged United States-backed conspiracy against him "so that if anything happens to me people should know about them (conspirators)". "If people see this video then they should make sure that all those I have named should be brought before the court," he had added. However, in light of the claims made by Imran, the government has deployed over 120 personnel for the security of the PTI chairman and his Bani Gala house.	[680, 655, 936, 726]
story	[472, 990, 674, 1084]
story-number: No #27	[680, 403, 724, 417]
story-number: No #8	[8, 845, 52, 859]
story-headline: Continued from page 8	[778, 204, 882, 215]
story-headline: Continued from page 1	[322, 1352, 426, 1363]
story-body	[680, 151, 936, 177]
story-body	[472, 511, 674, 732]
story-body	[680, 421, 936, 532]
story-number: No #11	[242, 115, 286, 129]
story-body	[472, 1009, 674, 1048]
story-header	[8, 396, 232, 412]
story	[8, 702, 232, 840]
story-header	[242, 976, 462, 992]
story-headline: Continued from page 8	[543, 1090, 647, 1101]
story-number: No #7	[8, 703, 52, 717]
story-body	[472, 863, 674, 941]
story-headline: Continued from page 1	[543, 494, 647, 505]
story-body	[8, 297, 232, 317]
